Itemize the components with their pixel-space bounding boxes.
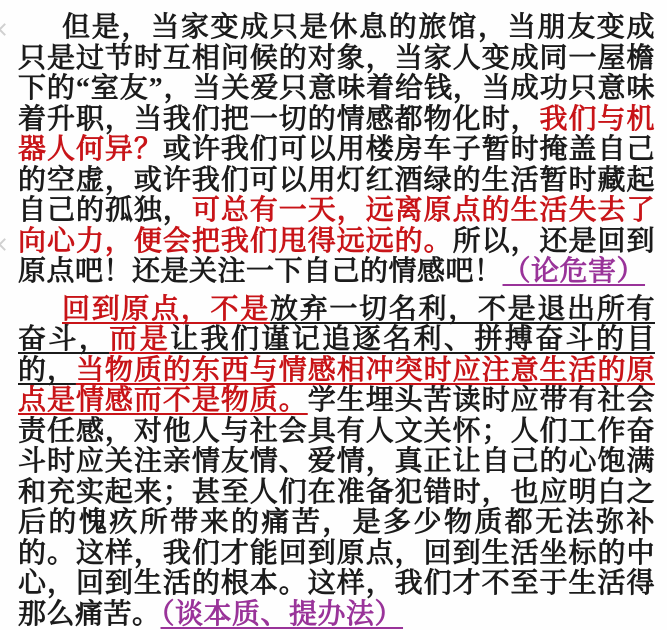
text-segment: 让我们谨记追逐名利、拼搏奋斗的目的，: [18, 324, 655, 386]
text-segment: 但是，当家变成只是休息的旅馆，当朋友变成只是过节时互相问候的对象，当家人变成同一屋檐下的“室友”，当关爱只意味着给钱，当成功只意味着升职，当我们把一切的情感都物化时，: [18, 12, 655, 135]
paragraph-essence: [18, 295, 655, 630]
emphasis-segment: 当物质的东西与情感相冲突时应注意生活的原点是情感而不是物质。: [18, 355, 655, 417]
text-segment: 所以，还是回到原点吧！还是关注一下自己的情感吧！: [18, 226, 655, 288]
emphasis-segment: 而是: [109, 324, 170, 355]
emphasis-segment: 回到原点，不是: [62, 294, 270, 325]
emphasis-segment: 我们与机器人何异？: [18, 104, 655, 166]
text-segment: 学生埋头苦读时应带有社会责任感，对他人与社会具有人文关怀；人们工作奋斗时应关注亲情友情、爱情，真正让自己的心饱满和充实起来；甚至人们在准备犯错时，也应明白之后的愧疚所带来的痛苦，是多少物质都无法弥补的。这样，我们才能回到原点，回到生活坐标的中心，回到生活的根本。这样，我们才不至于生活得那么痛苦。: [18, 385, 655, 630]
text-segment: 放弃一切名利，不是退出所有奋斗，: [18, 294, 655, 356]
text-segment: 或许我们可以用楼房车子暂时掩盖自己的空虚，或许我们可以用灯红酒绿的生活暂时藏起自己的孤独，: [18, 134, 655, 226]
paragraph-harm: [18, 13, 655, 288]
emphasis-segment: 可总有一天，远离原点的生活失去了向心力，便会把我们甩得远远的。: [18, 195, 655, 257]
annotation-essence-label: （谈本质、提办法）: [161, 599, 404, 630]
annotation-harm-label: （论危害）: [503, 256, 646, 287]
text-body: [18, 13, 655, 630]
